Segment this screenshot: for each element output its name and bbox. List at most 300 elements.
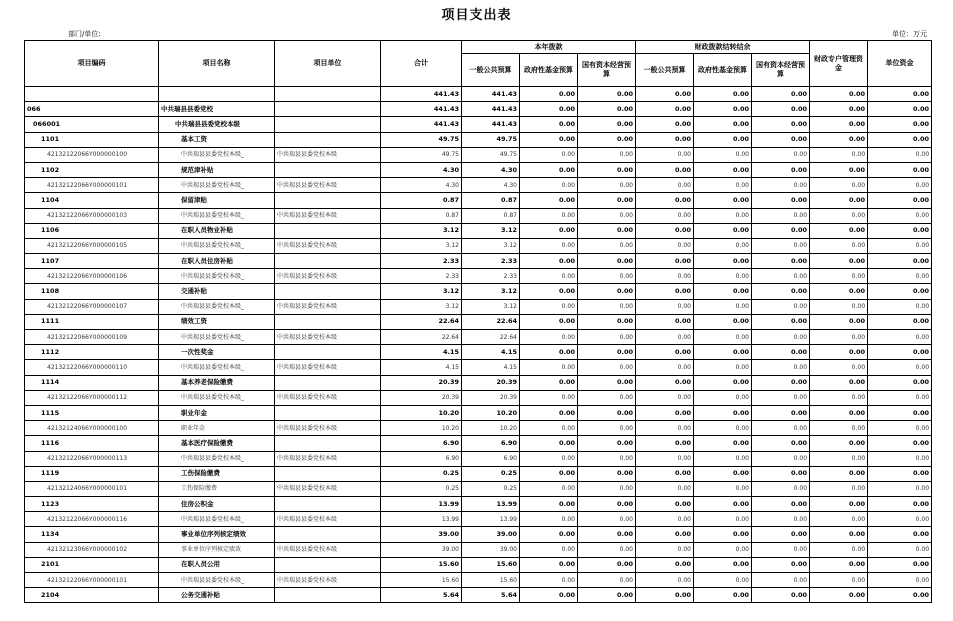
cell-value: 0.00 [868,193,932,208]
cell-value: 0.00 [694,178,752,193]
cell-value: 0.00 [868,588,932,603]
cell-value: 0.00 [752,299,810,314]
cell-value: 0.00 [810,132,868,147]
cell-value: 0.00 [578,512,636,527]
cell-value: 0.00 [868,284,932,299]
cell-name: 中共瑞县县委党校本级_ [159,269,275,284]
cell-unit [275,497,381,512]
table-row [25,223,932,238]
cell-value: 0.00 [636,375,694,390]
cell-value: 0.00 [636,117,694,132]
cell-value: 0.00 [636,345,694,360]
cell-value: 0.00 [694,330,752,345]
cell-value: 3.12 [462,299,520,314]
cell-name: 中共瑞县县委党校本级_ [159,208,275,223]
cell-value: 0.00 [520,208,578,223]
cell-value: 10.20 [381,421,462,436]
cell-value: 0.00 [636,542,694,557]
cell-value: 15.60 [381,557,462,572]
cell-value: 0.00 [520,481,578,496]
table-row [25,102,932,117]
cell-value: 0.00 [810,330,868,345]
cell-name: 中共瑞县县委党校本级 [159,117,275,132]
cell-unit: 中共瑞县县委党校本级 [275,573,381,588]
cell-value: 0.00 [520,314,578,329]
cell-value: 0.00 [810,284,868,299]
cell-value: 0.00 [752,421,810,436]
cell-value: 0.00 [520,178,578,193]
cell-value: 0.00 [694,481,752,496]
cell-value: 0.25 [462,466,520,481]
cell-value: 0.00 [520,542,578,557]
cell-value: 0.00 [810,162,868,177]
cell-value: 10.20 [381,405,462,420]
cell-code: 066 [25,102,159,117]
cell-value: 0.00 [752,390,810,405]
cell-code: 1106 [25,223,159,238]
cell-unit: 中共瑞县县委党校本级 [275,481,381,496]
table-row [25,360,932,375]
cell-value: 0.00 [578,223,636,238]
cell-unit: 中共瑞县县委党校本级 [275,238,381,253]
cell-value: 39.00 [381,527,462,542]
cell-value: 4.15 [462,360,520,375]
cell-value: 0.00 [868,330,932,345]
cell-value: 0.00 [868,345,932,360]
header-sub: 国有资本经营预算 [752,54,810,87]
cell-value: 0.00 [810,573,868,588]
cell-name: 工伤保险缴费 [159,481,275,496]
cell-value: 0.00 [578,345,636,360]
cell-value: 0.00 [868,102,932,117]
cell-value: 49.75 [462,147,520,162]
cell-value: 0.00 [810,421,868,436]
cell-value: 0.00 [636,147,694,162]
cell-value: 0.00 [636,299,694,314]
cell-value: 0.00 [694,87,752,102]
header-sub: 一般公共预算 [462,54,520,87]
cell-value: 0.00 [868,208,932,223]
cell-name: 中共瑞县县委党校 [159,102,275,117]
cell-value: 0.00 [694,512,752,527]
cell-value: 0.00 [810,147,868,162]
cell-value: 0.00 [578,451,636,466]
cell-value: 0.00 [520,512,578,527]
cell-value: 0.00 [868,466,932,481]
cell-value: 0.00 [520,223,578,238]
cell-value: 0.00 [752,238,810,253]
cell-value: 0.00 [694,345,752,360]
cell-value: 0.00 [694,193,752,208]
cell-value: 2.33 [381,254,462,269]
cell-unit: 中共瑞县县委党校本级 [275,178,381,193]
cell-value: 0.00 [810,360,868,375]
cell-value: 39.00 [462,527,520,542]
cell-value: 0.00 [694,299,752,314]
table-row [25,178,932,193]
cell-unit: 中共瑞县县委党校本级 [275,299,381,314]
expenditure-table [24,40,932,603]
cell-unit [275,375,381,390]
table-row [25,87,932,102]
cell-value: 0.00 [810,238,868,253]
table-row [25,405,932,420]
cell-value: 0.00 [752,330,810,345]
table-row [25,238,932,253]
cell-value: 0.00 [810,481,868,496]
cell-value: 0.00 [752,466,810,481]
cell-value: 0.00 [636,193,694,208]
cell-value: 0.00 [578,193,636,208]
cell-code: 42132122066Y000000116 [25,512,159,527]
cell-value: 6.90 [462,436,520,451]
cell-value: 22.64 [462,314,520,329]
cell-value: 0.00 [868,497,932,512]
cell-value: 0.25 [381,466,462,481]
cell-value: 0.00 [578,208,636,223]
cell-value: 22.64 [381,314,462,329]
cell-value: 0.00 [520,557,578,572]
cell-value: 0.00 [752,405,810,420]
cell-value: 3.12 [462,284,520,299]
cell-value: 0.00 [636,87,694,102]
cell-value: 4.15 [381,345,462,360]
cell-name: 规范津补贴 [159,162,275,177]
header-own-fund: 单位资金 [868,41,932,87]
cell-value: 0.00 [810,527,868,542]
table-row [25,436,932,451]
cell-code: 42132123066Y000000102 [25,542,159,557]
cell-value: 0.00 [636,178,694,193]
cell-value: 0.00 [752,512,810,527]
cell-value: 0.00 [578,405,636,420]
cell-value: 0.00 [520,573,578,588]
cell-value: 0.00 [520,299,578,314]
cell-value: 0.00 [636,284,694,299]
cell-value: 0.00 [752,436,810,451]
cell-value: 441.43 [381,102,462,117]
cell-value: 20.39 [381,390,462,405]
cell-value: 0.00 [752,375,810,390]
cell-value: 0.00 [694,573,752,588]
table-row [25,497,932,512]
cell-value: 5.64 [462,588,520,603]
page-title: 项目支出表 [441,8,512,23]
cell-value: 0.00 [578,314,636,329]
cell-value: 0.00 [810,436,868,451]
cell-value: 0.00 [578,421,636,436]
cell-value: 0.00 [520,330,578,345]
cell-value: 0.00 [752,147,810,162]
cell-name: 交通补贴 [159,284,275,299]
cell-value: 0.00 [868,481,932,496]
cell-value: 0.00 [520,405,578,420]
cell-value: 0.00 [810,451,868,466]
cell-value: 20.39 [462,390,520,405]
cell-value: 0.00 [694,390,752,405]
cell-value: 0.00 [868,360,932,375]
cell-value: 0.00 [752,588,810,603]
header-unit: 项目单位 [275,41,381,87]
cell-code: 42132122066Y000000112 [25,390,159,405]
cell-value: 0.00 [520,102,578,117]
cell-value: 0.00 [636,208,694,223]
cell-value: 0.00 [694,102,752,117]
cell-value: 0.00 [636,269,694,284]
cell-value: 0.00 [520,375,578,390]
cell-name: 中共瑞县县委党校本级_ [159,299,275,314]
cell-value: 2.33 [462,254,520,269]
header-carryover: 财政拨款结转结余 [636,41,810,54]
dept-label: 部门/单位: [68,30,101,38]
cell-value: 0.00 [578,390,636,405]
table-row [25,117,932,132]
cell-value: 0.00 [810,178,868,193]
cell-unit: 中共瑞县县委党校本级 [275,390,381,405]
cell-code: 42132122066Y000000101 [25,178,159,193]
cell-value: 441.43 [381,117,462,132]
cell-name: 中共瑞县县委党校本级_ [159,573,275,588]
cell-code: 1114 [25,375,159,390]
cell-value: 0.00 [694,284,752,299]
header-sub: 一般公共预算 [636,54,694,87]
cell-value: 0.00 [810,405,868,420]
cell-value: 20.39 [462,375,520,390]
table-row [25,147,932,162]
cell-value: 0.00 [752,557,810,572]
cell-code: 42132124066Y000000100 [25,421,159,436]
cell-value: 0.00 [694,132,752,147]
cell-value: 0.00 [810,314,868,329]
cell-value: 0.00 [636,421,694,436]
cell-code: 1115 [25,405,159,420]
header-code: 项目编码 [25,41,159,87]
cell-name: 一次性奖金 [159,345,275,360]
cell-unit: 中共瑞县县委党校本级 [275,330,381,345]
cell-value: 0.00 [636,497,694,512]
cell-value: 0.00 [694,497,752,512]
cell-value: 0.00 [578,375,636,390]
cell-value: 20.39 [381,375,462,390]
cell-value: 4.15 [381,360,462,375]
cell-value: 0.00 [520,390,578,405]
cell-value: 0.00 [694,254,752,269]
cell-code: 2104 [25,588,159,603]
cell-value: 0.00 [868,405,932,420]
cell-name: 中共瑞县县委党校本级_ [159,178,275,193]
cell-value: 0.00 [578,542,636,557]
cell-value: 0.00 [520,284,578,299]
cell-value: 0.00 [810,466,868,481]
table-row [25,466,932,481]
cell-value: 0.00 [578,132,636,147]
cell-value: 0.00 [520,436,578,451]
cell-value: 0.00 [694,147,752,162]
cell-value: 0.00 [810,299,868,314]
cell-value: 0.87 [462,193,520,208]
cell-value: 0.00 [868,314,932,329]
cell-unit [275,87,381,102]
cell-value: 0.00 [752,542,810,557]
cell-code: 42132122066Y000000113 [25,451,159,466]
cell-value: 0.00 [694,466,752,481]
header-sub: 政府性基金预算 [520,54,578,87]
cell-value: 0.00 [578,117,636,132]
cell-value: 0.87 [381,193,462,208]
cell-value: 0.00 [578,269,636,284]
cell-code: 1116 [25,436,159,451]
table-row [25,512,932,527]
cell-value: 0.00 [752,360,810,375]
cell-value: 0.00 [578,573,636,588]
cell-unit [275,223,381,238]
cell-value: 0.00 [578,330,636,345]
cell-value: 0.00 [694,117,752,132]
cell-value: 0.00 [636,132,694,147]
cell-value: 0.00 [520,466,578,481]
cell-value: 15.60 [462,557,520,572]
cell-name: 工伤保险缴费 [159,466,275,481]
cell-value: 0.00 [694,405,752,420]
cell-code: 1112 [25,345,159,360]
cell-value: 441.43 [462,117,520,132]
table-row [25,481,932,496]
cell-value: 0.00 [578,436,636,451]
cell-name: 住房公积金 [159,497,275,512]
cell-value: 0.00 [868,557,932,572]
cell-value: 39.00 [381,542,462,557]
cell-value: 0.00 [752,314,810,329]
cell-name: 在职人员公用 [159,557,275,572]
cell-value: 0.00 [752,208,810,223]
cell-value: 3.12 [381,238,462,253]
cell-value: 0.00 [752,254,810,269]
cell-value: 39.00 [462,542,520,557]
cell-code: 1104 [25,193,159,208]
cell-value: 0.00 [578,147,636,162]
cell-unit [275,132,381,147]
header-sub: 政府性基金预算 [694,54,752,87]
cell-value: 0.00 [520,451,578,466]
cell-value: 0.00 [578,527,636,542]
cell-code: 42132122066Y000000103 [25,208,159,223]
cell-value: 10.20 [462,421,520,436]
cell-name: 事业单位序列核定绩效 [159,527,275,542]
cell-value: 6.90 [381,436,462,451]
cell-code: 42132124066Y000000101 [25,481,159,496]
cell-value: 0.00 [636,481,694,496]
cell-value: 0.00 [868,147,932,162]
cell-unit: 中共瑞县县委党校本级 [275,208,381,223]
cell-unit [275,527,381,542]
cell-code: 42132122066Y000000100 [25,147,159,162]
cell-value: 0.00 [636,238,694,253]
cell-value: 3.12 [381,299,462,314]
header-name: 项目名称 [159,41,275,87]
cell-value: 0.00 [694,375,752,390]
cell-unit [275,284,381,299]
cell-value: 0.00 [636,436,694,451]
cell-value: 0.00 [636,573,694,588]
table-row [25,193,932,208]
cell-value: 0.00 [752,223,810,238]
cell-value: 0.25 [462,481,520,496]
cell-unit [275,162,381,177]
cell-value: 0.00 [636,314,694,329]
cell-value: 0.00 [868,269,932,284]
cell-value: 0.00 [636,254,694,269]
cell-value: 2.33 [462,269,520,284]
cell-code: 42132122066Y000000110 [25,360,159,375]
cell-value: 13.99 [381,512,462,527]
cell-value: 0.00 [868,512,932,527]
cell-value: 6.90 [462,451,520,466]
cell-value: 0.00 [694,527,752,542]
table-row [25,375,932,390]
cell-value: 0.00 [578,557,636,572]
cell-value: 0.00 [868,390,932,405]
cell-value: 0.00 [752,162,810,177]
cell-code: 42132122066Y000000109 [25,330,159,345]
cell-value: 49.75 [381,147,462,162]
cell-value: 0.25 [381,481,462,496]
cell-value: 4.30 [381,162,462,177]
cell-code [25,87,159,102]
cell-value: 0.00 [578,588,636,603]
table-row [25,269,932,284]
cell-value: 0.00 [752,451,810,466]
cell-name: 事业单位序列核定绩效 [159,542,275,557]
cell-value: 0.00 [578,481,636,496]
cell-value: 0.00 [694,436,752,451]
table-row [25,527,932,542]
cell-value: 0.00 [810,345,868,360]
cell-value: 13.99 [462,512,520,527]
cell-value: 0.00 [868,132,932,147]
cell-value: 0.00 [694,588,752,603]
table-row [25,284,932,299]
cell-unit [275,588,381,603]
cell-value: 4.15 [462,345,520,360]
cell-code: 1102 [25,162,159,177]
cell-value: 0.00 [868,451,932,466]
cell-value: 0.00 [636,102,694,117]
table-row [25,451,932,466]
cell-value: 2.33 [381,269,462,284]
cell-code: 42132122066Y000000107 [25,299,159,314]
cell-value: 0.00 [694,360,752,375]
cell-name: 中共瑞县县委党校本级_ [159,512,275,527]
table-row [25,421,932,436]
cell-name: 保留津贴 [159,193,275,208]
cell-value: 0.00 [868,117,932,132]
cell-value: 0.00 [636,360,694,375]
cell-unit: 中共瑞县县委党校本级 [275,421,381,436]
cell-unit [275,405,381,420]
cell-value: 0.00 [520,162,578,177]
table-row [25,132,932,147]
table-row [25,330,932,345]
cell-value: 0.00 [578,284,636,299]
cell-value: 0.00 [810,497,868,512]
cell-value: 0.00 [578,299,636,314]
cell-value: 0.00 [694,421,752,436]
cell-unit: 中共瑞县县委党校本级 [275,147,381,162]
cell-unit [275,117,381,132]
header-special-fund: 财政专户管理资金 [810,41,868,87]
cell-value: 0.00 [868,573,932,588]
cell-unit [275,436,381,451]
